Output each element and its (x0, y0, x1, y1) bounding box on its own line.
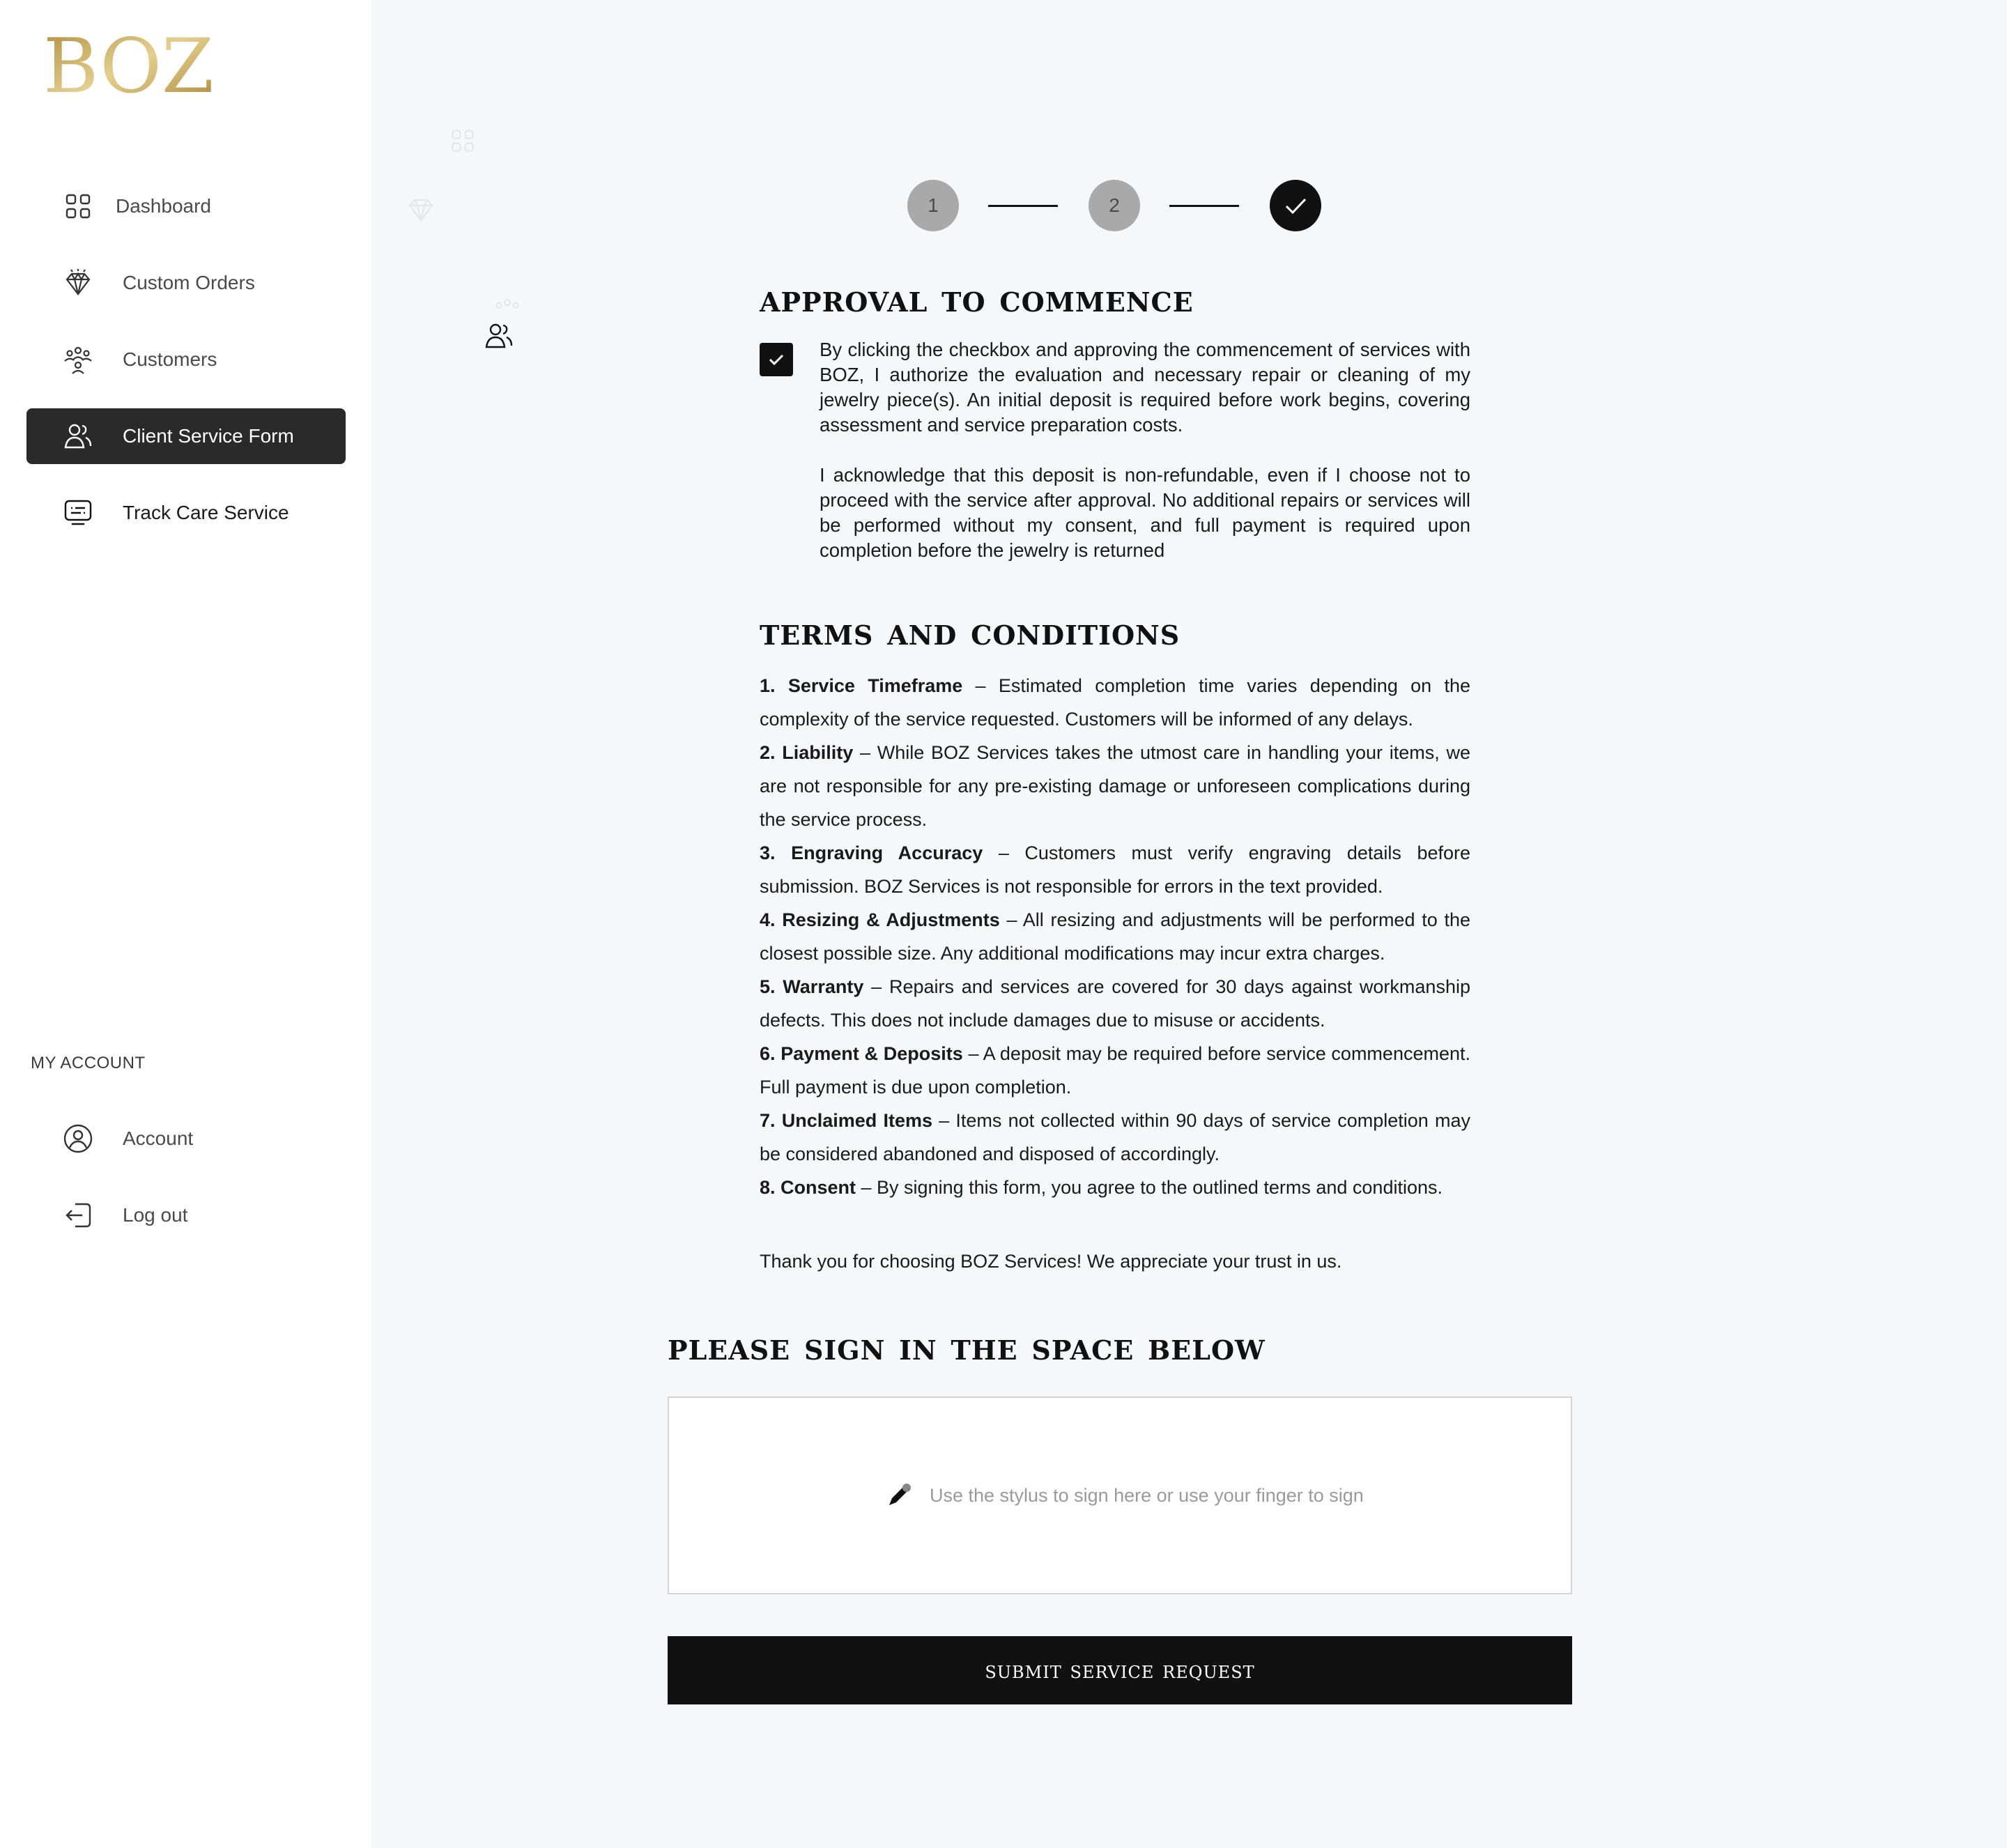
sidebar-item-label: Log out (123, 1204, 188, 1226)
terms-item-text: – Repairs and services are covered for 30 days against workmanship defects. This does not include damages due to misuse or accidents. (760, 976, 1470, 1031)
boz-logo[interactable] (43, 23, 214, 110)
users-icon (63, 421, 93, 452)
terms-heading: terms and conditions (760, 609, 1181, 654)
terms-item-title: 6. Payment & Deposits (760, 1043, 963, 1064)
terms-item-text: – A deposit may be required before service commencement. Full payment is due upon completion. (760, 1043, 1470, 1098)
user-circle-icon (63, 1123, 93, 1154)
step-2[interactable]: 2 (1089, 180, 1140, 231)
terms-item-title: 7. Unclaimed Items (760, 1110, 932, 1131)
sidebar-item-label: Custom Orders (123, 272, 255, 293)
step-3-complete[interactable] (1270, 180, 1321, 231)
terms-item-text: – Customers must verify engraving details before submission. BOZ Services is not responsible for errors in the text provided. (760, 842, 1471, 897)
terms-item (760, 736, 1470, 836)
sidebar-item-customers[interactable] (26, 332, 346, 387)
terms-item (760, 903, 1470, 970)
signature-heading: please sign in the space below (668, 1324, 1266, 1369)
sidebar-item-account[interactable] (26, 1111, 346, 1166)
terms-item (760, 836, 1470, 903)
sidebar-item-label: Customers (123, 348, 217, 370)
sidebar-item-logout[interactable] (26, 1187, 346, 1243)
sidebar-item-track-care-service[interactable] (26, 485, 346, 541)
terms-item-title: 2. Liability (760, 742, 854, 763)
terms-item-title: 4. Resizing & Adjustments (760, 909, 1000, 930)
step-1[interactable]: 1 (907, 180, 959, 231)
logo-text: BOZ (43, 23, 214, 110)
sidebar-item-label: Client Service Form (123, 425, 294, 447)
step-connector (988, 205, 1058, 207)
diamond-icon (63, 268, 93, 298)
sidebar-item-label: Track Care Service (123, 502, 289, 523)
pen-icon (885, 1481, 913, 1509)
sidebar (0, 0, 371, 1848)
terms-item-title: 5. Warranty (760, 976, 864, 997)
sidebar-item-label: Dashboard (116, 195, 211, 217)
approval-paragraph-2: I acknowledge that this deposit is non-refundable, even if I choose not to proceed with the service after approval. No additional repairs or services will be performed without my consent, and full payment is required upon completion before the jewelry is returned (820, 464, 1470, 561)
terms-item-text: – While BOZ Services takes the utmost care in handling your items, we are not responsible for any pre-existing damage or unforeseen complications during the service process. (760, 742, 1470, 830)
approval-checkbox[interactable] (760, 343, 793, 376)
grid-icon (63, 191, 93, 222)
users-icon (484, 321, 514, 351)
diamond-icon (406, 194, 436, 224)
grid-icon (449, 127, 477, 155)
approval-paragraph-1: By clicking the checkbox and approving the commencement of services with BOZ, I authorize the evaluation and necessary repair or cleaning of my jewelry piece(s). An initial deposit is required before work begins, covering assessment and service preparation costs. (820, 339, 1470, 436)
terms-item (760, 970, 1470, 1037)
logout-icon (63, 1200, 93, 1231)
terms-item (760, 1104, 1470, 1171)
submit-service-request-button[interactable]: submit service request (668, 1636, 1572, 1704)
monitor-icon (63, 498, 93, 528)
terms-item-title: 1. Service Timeframe (760, 675, 963, 696)
sidebar-item-dashboard[interactable] (26, 178, 346, 234)
sidebar-item-client-service-form[interactable] (26, 408, 346, 464)
signature-pad[interactable] (668, 1396, 1572, 1594)
people-group-icon (63, 344, 93, 375)
my-account-section-label: MY ACCOUNT (31, 1054, 146, 1072)
progress-stepper (907, 180, 1325, 231)
approval-heading: approval to commence (760, 276, 1194, 321)
signature-placeholder: Use the stylus to sign here or use your finger to sign (930, 1485, 1364, 1506)
check-icon (1270, 180, 1321, 231)
step-connector (1169, 205, 1239, 207)
terms-item-title: 3. Engraving Accuracy (760, 842, 983, 863)
thanks-message: Thank you for choosing BOZ Services! We appreciate your trust in us. (760, 1251, 1342, 1272)
terms-item (760, 1037, 1470, 1104)
terms-item-title: 8. Consent (760, 1177, 856, 1198)
sidebar-item-custom-orders[interactable] (26, 255, 346, 311)
sidebar-item-label: Account (123, 1127, 194, 1149)
terms-item-text: – By signing this form, you agree to the outlined terms and conditions. (856, 1177, 1443, 1198)
terms-item (760, 669, 1470, 736)
terms-item (760, 1171, 1470, 1204)
terms-item-text: – Estimated completion time varies depending on the complexity of the service requested. Customers will be informed of any delays. (760, 675, 1470, 730)
terms-item-text: – All resizing and adjustments will be performed to the closest possible size. Any additional modifications may incur extra charges. (760, 909, 1470, 964)
people-group-icon (492, 297, 523, 318)
terms-item-text: – Items not collected within 90 days of service completion may be considered abandoned and disposed of accordingly. (760, 1110, 1470, 1164)
terms-list (760, 669, 1470, 1204)
check-icon (760, 343, 793, 376)
